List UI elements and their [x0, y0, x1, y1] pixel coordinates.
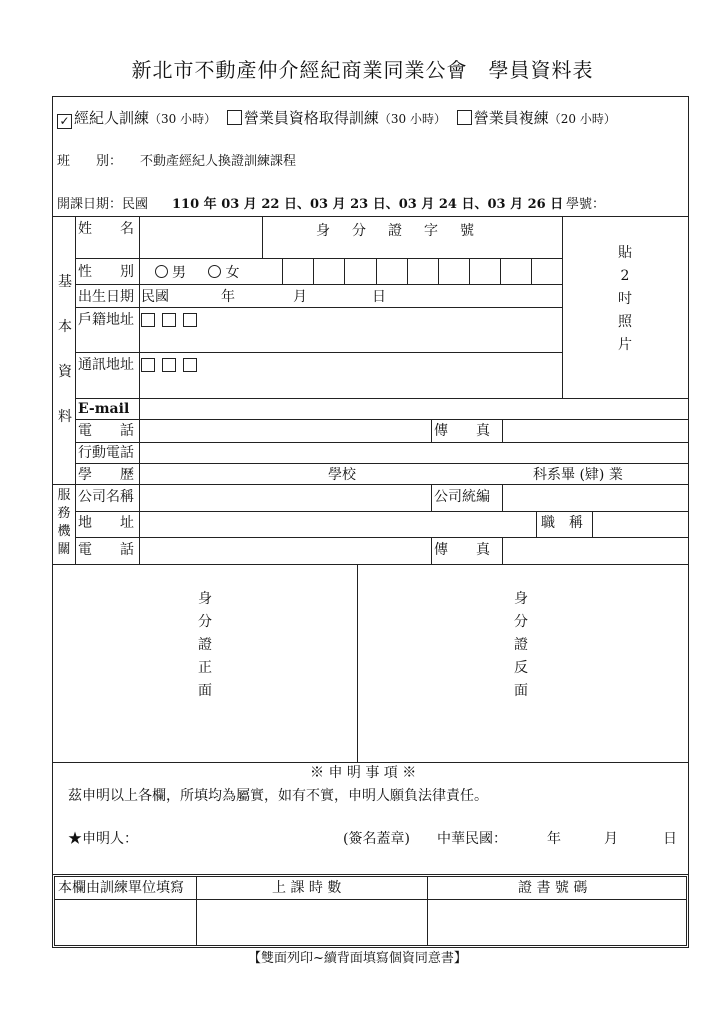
name-label: 姓 名 — [78, 221, 134, 237]
line — [262, 216, 263, 258]
line — [407, 258, 408, 284]
line — [376, 258, 377, 284]
training-opt1-hours: （30 小時） — [149, 112, 217, 126]
declaration-year-label: 年 — [547, 831, 561, 847]
birth-month-label: 月 — [293, 289, 307, 305]
school-label: 學校 — [328, 467, 356, 483]
line — [536, 511, 537, 537]
birth-roc-label: 民國 — [141, 289, 169, 305]
birth-label: 出生日期 — [78, 289, 134, 305]
line — [431, 484, 432, 511]
line — [357, 564, 358, 762]
line — [55, 899, 686, 900]
signature-label: (簽名蓋章) — [343, 831, 410, 847]
page-title: 新北市不動產仲介經紀商業同業公會 學員資料表 — [131, 58, 594, 82]
training-opt3-hours: （20 小時） — [548, 112, 616, 126]
roc-date-label: 中華民國： — [437, 831, 507, 847]
company-address-label: 地 址 — [78, 515, 134, 531]
basic-section-label: 基本資料 — [58, 274, 72, 425]
gender-male-label: 男 — [172, 265, 186, 281]
line — [427, 877, 428, 945]
footer-note: 【雙面列印~續背面填寫個資同意書】 — [248, 951, 467, 966]
student-number-label: 學號： — [566, 197, 606, 212]
department-label: 科系畢 (肄) 業 — [533, 467, 623, 483]
line — [75, 352, 562, 353]
dates-label: 開課日期：民國 — [57, 197, 149, 212]
fax-label: 傳 真 — [434, 423, 490, 439]
table-top-line — [52, 216, 689, 217]
class-value: 不動產經紀人換證訓練課程 — [140, 154, 297, 169]
line — [75, 484, 76, 564]
line — [75, 442, 689, 443]
training-opt2-checkbox[interactable] — [227, 110, 242, 125]
line — [438, 258, 439, 284]
id-number-header: 身 分 證 字 號 — [316, 223, 478, 239]
dates-value: 110 年 03 月 22 日、03 月 23 日、03 月 24 日、03 月 26 日 — [172, 197, 564, 212]
line — [562, 216, 563, 398]
company-name-label: 公司名稱 — [78, 489, 134, 505]
email-label: E-mail — [78, 401, 130, 417]
line — [75, 307, 562, 308]
line — [196, 877, 197, 945]
company-taxid-label: 公司統編 — [434, 489, 490, 505]
birth-day-label: 日 — [372, 289, 386, 305]
training-opt3-label: 營業員複練 — [473, 109, 549, 127]
line — [75, 284, 562, 285]
id-front-placeholder: 身分證正面 — [198, 591, 212, 699]
training-opt2-hours: （30 小時） — [378, 112, 446, 126]
line — [75, 511, 689, 512]
phone-label: 電 話 — [78, 423, 134, 439]
gender-options — [155, 265, 239, 280]
gender-label: 性 別 — [78, 264, 134, 280]
line — [313, 258, 314, 284]
photo-placeholder-label: 貼2吋照片 — [618, 245, 632, 353]
declarant-label: ★申明人： — [68, 831, 138, 847]
education-label: 學 歷 — [78, 467, 134, 483]
line — [52, 484, 689, 485]
certificate-number-label: 證 書 號 碼 — [518, 880, 588, 896]
mail-address-label: 通訊地址 — [78, 357, 134, 373]
class-label: 班 別： — [57, 154, 123, 169]
employer-section-label: 服務機關 — [57, 488, 71, 557]
company-fax-label: 傳 真 — [434, 542, 490, 558]
declaration-month-label: 月 — [604, 831, 618, 847]
household-address-label: 戶籍地址 — [78, 312, 134, 328]
line — [75, 463, 689, 464]
gender-female-label: 女 — [225, 265, 240, 281]
line — [431, 537, 432, 564]
training-options — [57, 110, 616, 129]
company-phone-label: 電 話 — [78, 542, 134, 558]
line — [502, 419, 503, 442]
training-opt2-label: 營業員資格取得訓練 — [243, 109, 379, 127]
line — [500, 258, 501, 284]
id-back-placeholder: 身分證反面 — [514, 591, 528, 699]
household-zip-boxes — [141, 313, 204, 329]
job-title-label: 職 稱 — [541, 515, 583, 531]
line — [52, 762, 689, 763]
line — [502, 537, 503, 564]
training-opt1-label: 經紀人訓練 — [74, 109, 150, 127]
line — [344, 258, 345, 284]
line — [75, 537, 689, 538]
office-use-label: 本欄由訓練單位填寫 — [58, 880, 184, 896]
mail-zip-boxes — [141, 358, 204, 374]
line — [75, 398, 689, 399]
gender-female-radio[interactable] — [208, 265, 221, 278]
declaration-day-label: 日 — [663, 831, 677, 847]
mobile-label: 行動電話 — [78, 445, 134, 461]
training-opt3-checkbox[interactable] — [457, 110, 472, 125]
class-hours-label: 上 課 時 數 — [272, 880, 342, 896]
line — [592, 511, 593, 537]
line — [282, 258, 283, 284]
line — [502, 484, 503, 511]
line — [52, 564, 689, 565]
line — [75, 258, 562, 259]
gender-male-radio[interactable] — [155, 265, 168, 278]
line — [531, 258, 532, 284]
declaration-text: 茲申明以上各欄，所填均為屬實，如有不實，申明人願負法律責任。 — [68, 788, 488, 804]
declaration-heading: ※ 申 明 事 項 ※ — [310, 765, 417, 781]
birth-year-label: 年 — [221, 289, 235, 305]
line — [431, 419, 432, 442]
training-opt1-checkbox[interactable]: ✓ — [57, 114, 72, 129]
line — [75, 419, 689, 420]
line — [75, 216, 76, 484]
line — [469, 258, 470, 284]
